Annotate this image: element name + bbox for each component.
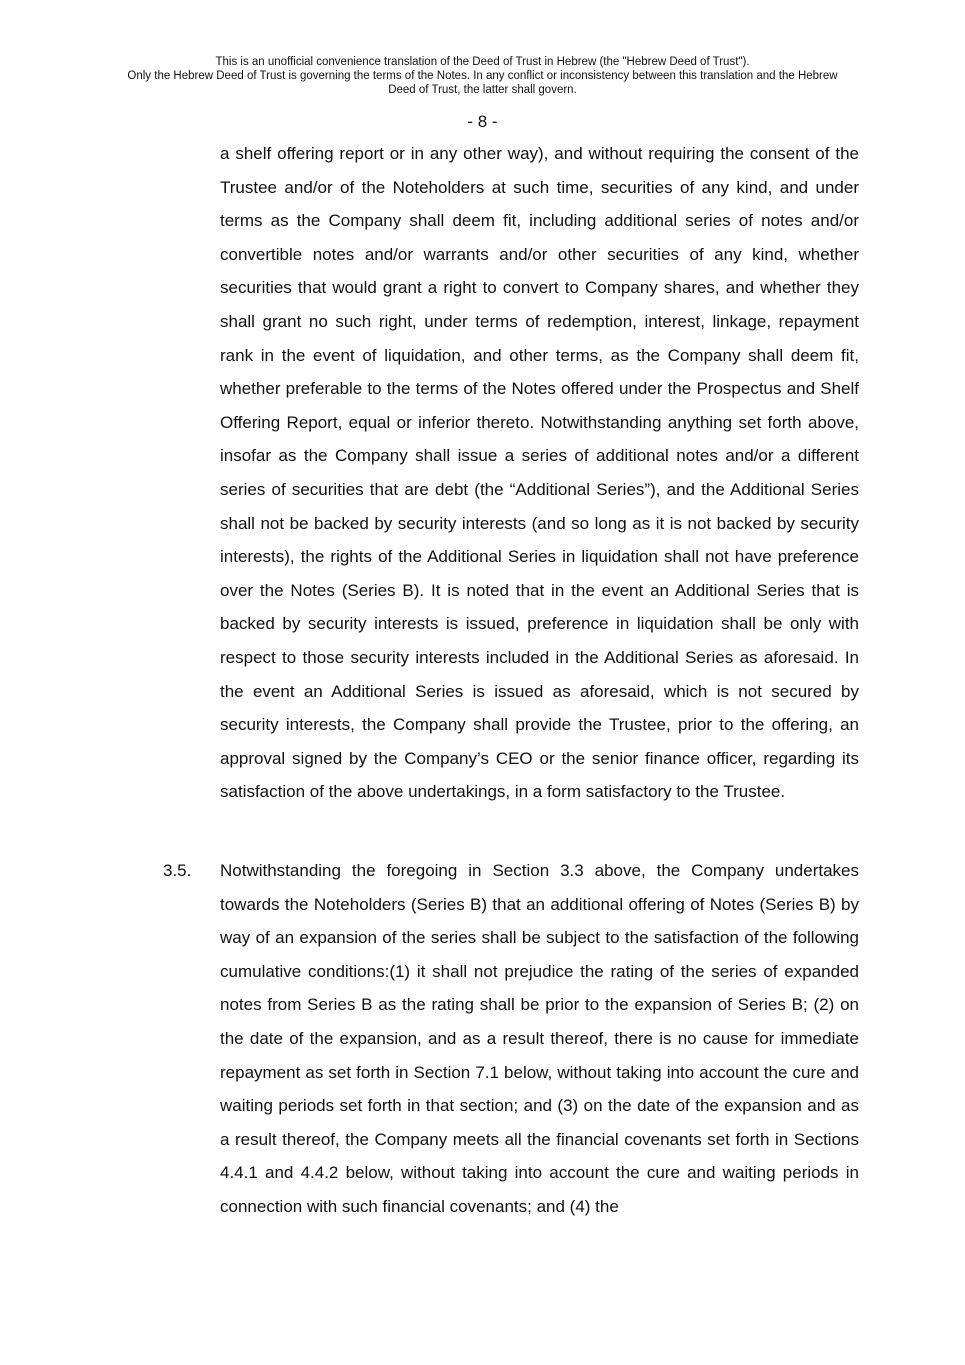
disclaimer-line-2: Only the Hebrew Deed of Trust is governing the terms of the Notes. In any conflict or inconsistency between this translation and the Hebrew [127,70,838,82]
section-number: 3.5. [163,861,192,880]
disclaimer-line-1: This is an unofficial convenience translation of the Deed of Trust in Hebrew (the "Hebrew Deed of Trust"). [215,56,750,68]
page-number: - 8 - [467,112,498,131]
disclaimer-line-3: Deed of Trust, the latter shall govern. [388,84,577,96]
continuation-paragraph: a shelf offering report or in any other way), and without requiring the consent of the Trustee and/or of the Noteholders at such time, securities of any kind, and under terms as the Company shall deem fit, including additional series of notes and/or convertible notes and/or warrants and/or other securities of any kind, whether securities that would grant a right to convert to Company shares, and whether they shall grant no such right, under terms of redemption, interest, linkage, repayment rank in the event of liquidation, and other terms, as the Company shall deem fit, whether preferable to the terms of the Notes offered under the Prospectus and Shelf Offering Report, equal or inferior thereto. Notwithstanding anything set forth above, insofar as the Company shall issue a series of additional notes and/or a different series of securities that are debt (the “Additional Series”), and the Additional Series shall not be backed by security interests (and so long as it is not backed by security interests), the rights of the Additional Series in liquidation shall not have preference over the Notes (Series B). It is noted that in the event an Additional Series that is backed by security interests is issued, preference in liquidation shall be only with respect to those security interests included in the Additional Series as aforesaid. In the event an Additional Series is issued as aforesaid, which is not secured by security interests, the Company shall provide the Trustee, prior to the offering, an approval signed by the Company’s CEO or the senior finance officer, regarding its satisfaction of the above undertakings, in a form satisfactory to the Trustee. [220,144,859,802]
translation-disclaimer-header [100,55,865,97]
section-text: Notwithstanding the foregoing in Section 3.3 above, the Company undertakes towards the Noteholders (Series B) that an additional offering of Notes (Series B) by way of an expansion of the series shall be subject to the satisfaction of the following cumulative conditions:(1) it shall not prejudice the rating of the series of expanded notes from Series B as the rating shall be prior to the expansion of Series B; (2) on the date of the expansion, and as a result thereof, there is no cause for immediate repayment as set forth in Section 7.1 below, without taking into account the cure and waiting periods set forth in that section; and (3) on the date of the expansion and as a result thereof, the Company meets all the financial covenants set forth in Sections 4.4.1 and 4.4.2 below, without taking into account the cure and waiting periods in connection with such financial covenants; and (4) the [220,861,859,1216]
